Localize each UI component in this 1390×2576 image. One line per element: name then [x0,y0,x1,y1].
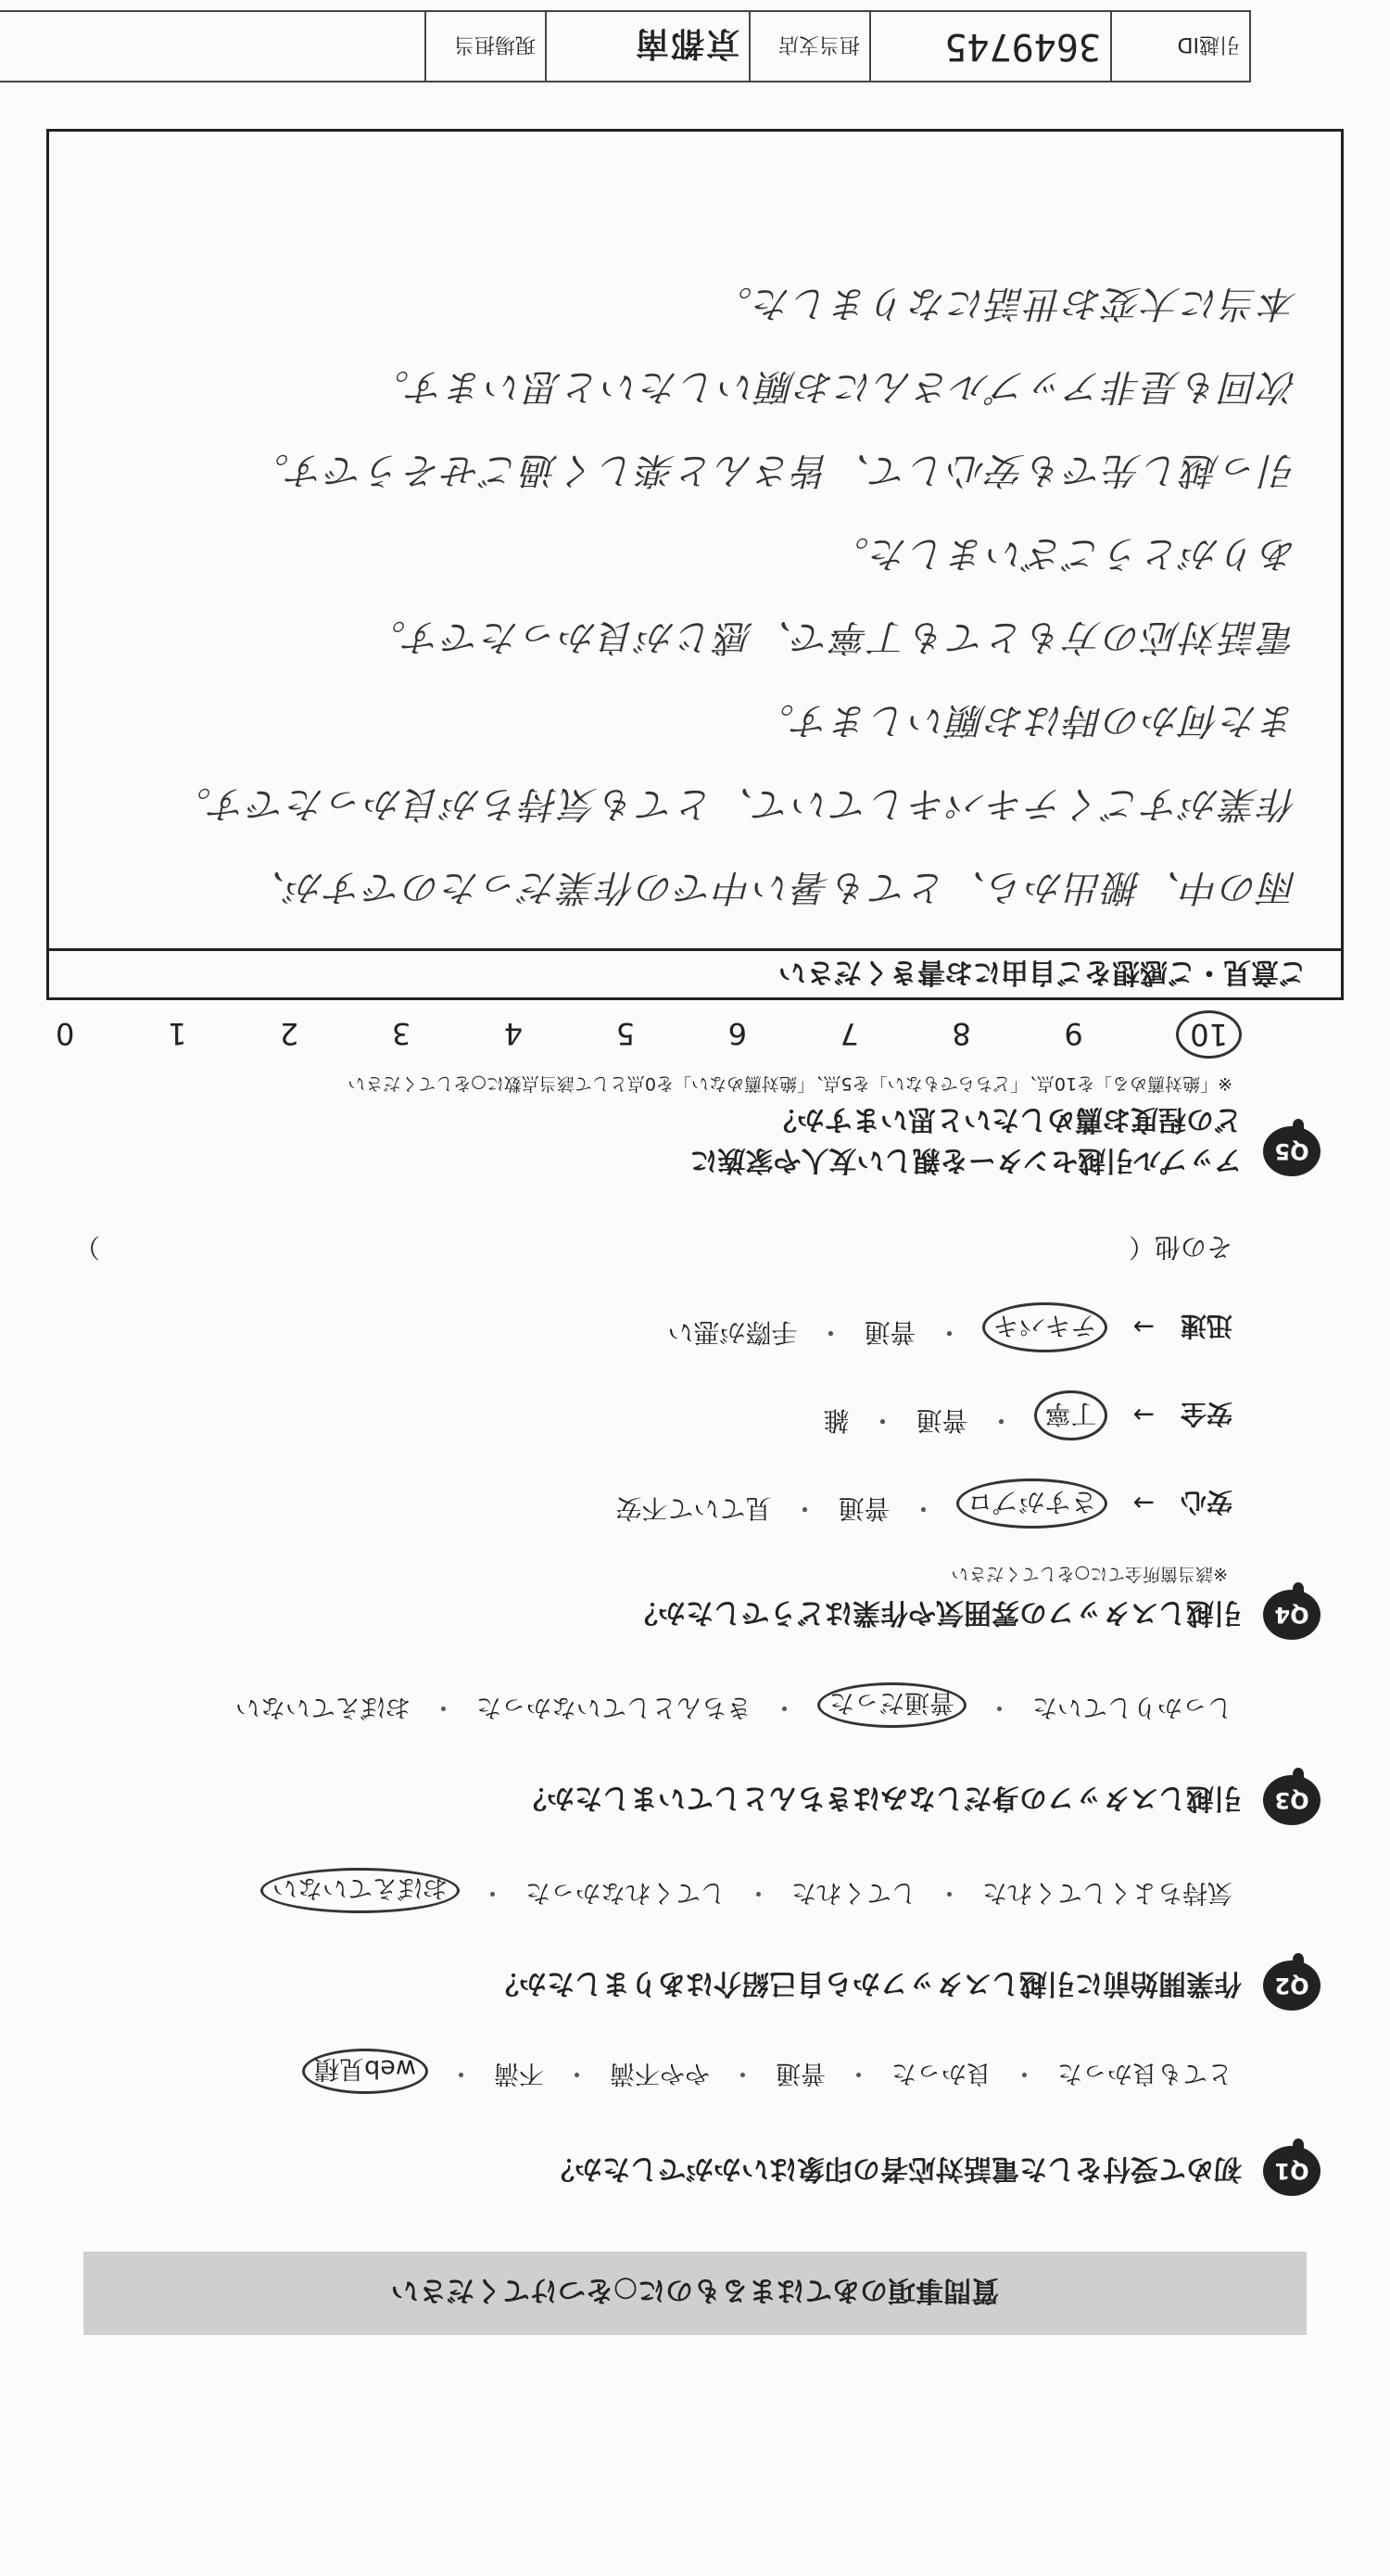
q5-score-selected[interactable]: 10 [1176,1010,1242,1059]
q2-option[interactable]: 気持ちよくしてくれた [982,1878,1232,1907]
handwritten-line: 電話対応の方もとても丁寧で、感じが良かったです。 [367,615,1297,658]
handwritten-line: ありがとうございました。 [830,532,1297,575]
handwritten-line: 作業がすごくテキパキしていて、とても気持ちが良かったです。 [172,782,1297,825]
q2-options: 気持ちよくしてくれた ・ してくれた ・ してくれなかった ・ おぼえていない [260,1868,1232,1913]
q1-option[interactable]: 普通 [776,2059,826,2087]
q5-score[interactable]: 8 [952,1016,971,1051]
q5-question-line2: どの程度お薦めしたいと思いますか？ [769,1103,1242,1136]
id-strip [0,10,1251,82]
id-label: 引越ID [1110,12,1249,81]
q4-row-anshin: 安心 → さすがプロ ・ 普通 ・ 見ていて不安 [615,1478,1232,1529]
q3-option[interactable]: きちんとしていなかった [476,1693,752,1721]
q1-option[interactable]: 不満 [494,2059,544,2087]
q4-option-selected[interactable]: さすがプロ [957,1478,1107,1529]
q5-score[interactable]: 9 [1064,1016,1083,1051]
q4-option[interactable]: 見ていて不安 [615,1493,772,1524]
q4-option[interactable]: 普通 [838,1493,891,1524]
q3-option-selected[interactable]: 普通だった [817,1682,967,1728]
handwritten-line: また何かの時はお願いします。 [755,699,1297,742]
handwritten-line: 本当に大変お世話になりました。 [714,282,1297,324]
q5-score[interactable]: 4 [503,1016,524,1051]
q5-score[interactable]: 5 [615,1016,636,1051]
branch-stamp: 京都南 [545,12,749,81]
q4-option[interactable]: 手際が悪い [667,1317,798,1348]
q2-badge: Q2 [1263,1961,1320,2011]
q4-row-label: 迅速 [1180,1311,1232,1341]
handwritten-line: 雨の中、搬出から、とても暑い中での作業だったのですが、 [246,866,1297,908]
q1-option-selected[interactable]: web見積 [302,2049,428,2094]
q5-scale [56,1010,1242,1051]
q3-option[interactable]: しっかりしていた [1032,1693,1232,1721]
comment-header: ご意見・ご感想をご自由にお書きください [46,948,1344,1000]
q1-option[interactable]: 良かった [891,2059,992,2087]
arrow-icon: → [1132,1312,1155,1343]
q5-score[interactable]: 6 [727,1016,747,1051]
id-value: 3649745 [869,12,1110,81]
q1-badge: Q1 [1263,2146,1320,2196]
arrow-icon: → [1132,1400,1155,1431]
q3-options: しっかりしていた ・ 普通だった ・ きちんとしていなかった ・ おぼえていない [235,1682,1232,1728]
q4-other-label: その他（ [1128,1232,1232,1263]
q4-option-selected[interactable]: テキパキ [983,1302,1107,1352]
handwritten-line: 次回も是非アップルさんにお願いしたいと思います。 [370,365,1297,408]
q5-score[interactable]: 2 [279,1016,299,1051]
q5-question-line1: アップル引越センターを親しい友人や家族に [689,1144,1242,1176]
q4-row-label: 安心 [1180,1487,1232,1517]
q1-options: とても良かった ・ 良かった ・ 普通 ・ やや不満 ・ 不満 ・ web見積 [302,2049,1232,2094]
instruction-bar: 質問事項のあてはまるものに○をつけてください [83,2252,1307,2335]
q4-option[interactable]: 雑 [823,1405,850,1436]
q5-score[interactable]: 3 [391,1016,411,1051]
q5-badge: Q5 [1263,1126,1320,1176]
staff-label: 現場担当 [424,12,545,81]
q1-option[interactable]: とても良かった [1057,2059,1232,2087]
q4-row-label: 安全 [1180,1399,1232,1429]
q2-option[interactable]: してくれた [791,1878,916,1907]
q4-question: 引越しスタッフの雰囲気や作業はどうでしたか？ [630,1596,1242,1629]
q4-badge: Q4 [1263,1590,1320,1640]
q3-question: 引越しスタッフの身だしなみはきちんとしていましたか？ [519,1782,1242,1814]
q5-score[interactable]: 7 [840,1016,859,1051]
q1-option[interactable]: やや不満 [610,2059,710,2087]
q2-option[interactable]: してくれなかった [525,1878,726,1907]
q4-row-jinsoku: 迅速 → テキパキ ・ 普通 ・ 手際が悪い [667,1302,1232,1352]
q4-option[interactable]: 普通 [864,1317,916,1348]
q4-other-field[interactable] [74,1230,1232,1267]
branch-label: 担当支店 [749,12,869,81]
q3-badge: Q3 [1263,1775,1320,1825]
handwritten-line: 引っ越し先でも安心して、皆さんと楽しく過ごせそうです。 [250,449,1297,491]
q4-note: ※該当箇所全てに○をしてください [951,1564,1228,1584]
q4-option-selected[interactable]: 丁寧 [1035,1390,1107,1440]
staff-signature-cell [0,12,424,81]
q5-score[interactable]: 1 [167,1016,187,1051]
q4-other-close: ） [74,1232,101,1263]
q4-row-anzen: 安全 → 丁寧 ・ 普通 ・ 雑 [823,1390,1232,1440]
q5-score[interactable]: 0 [56,1016,75,1051]
q2-option-selected[interactable]: おぼえていない [260,1868,460,1913]
q5-note: ※「絶対薦める」を10点、「どちらでもない」を5点、「絶対薦めない」を0点として該当点数に○をしてください [348,1073,1232,1094]
arrow-icon: → [1132,1488,1155,1519]
q3-option[interactable]: おぼえていない [235,1693,411,1721]
q1-question: 初めて受付をした電話対応者の印象はいかがでしたか？ [547,2152,1242,2185]
q2-question: 作業開始前に引越しスタッフから自己紹介はありましたか？ [491,1967,1242,1999]
q4-option[interactable]: 普通 [916,1405,968,1436]
